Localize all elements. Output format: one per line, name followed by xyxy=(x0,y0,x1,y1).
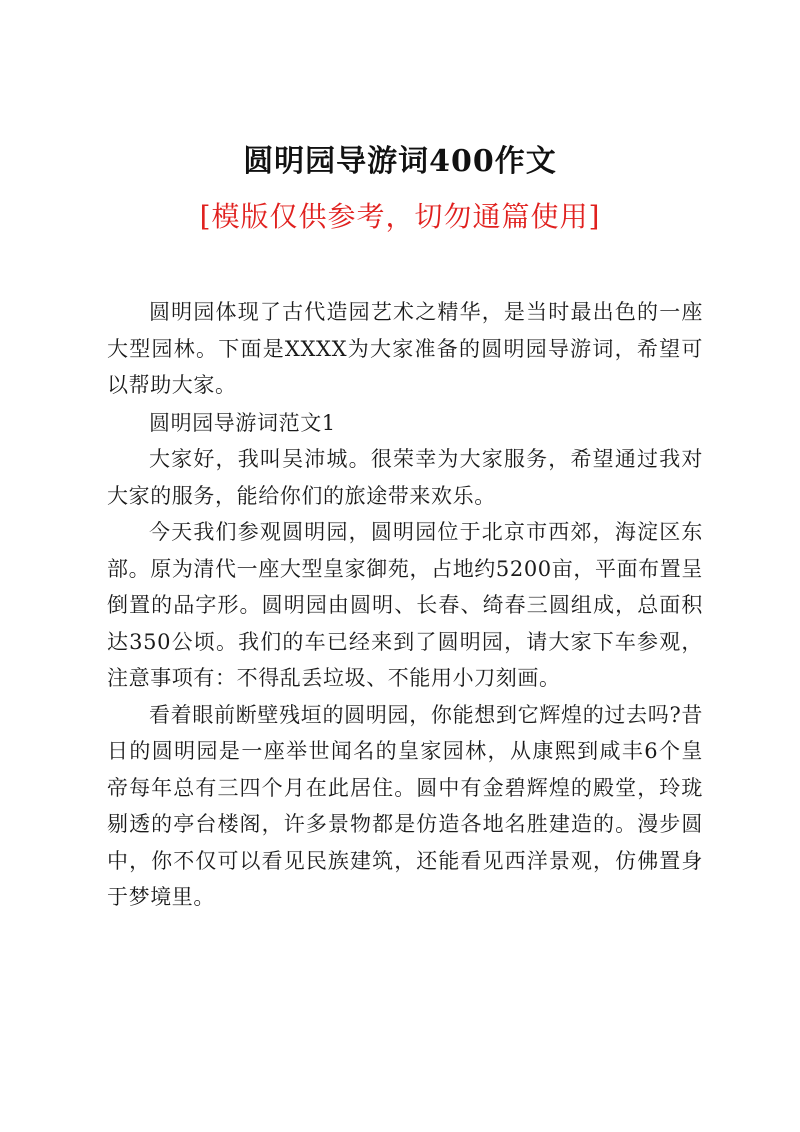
document-body xyxy=(107,294,703,916)
template-disclaimer: [模版仅供参考，切勿通篇使用] xyxy=(199,200,601,233)
history-paragraph: 看着眼前断壁残垣的圆明园，你能想到它辉煌的过去吗?昔日的圆明园是一座举世闻名的皇家园林，从康熙到咸丰6个皇帝每年总有三四个月在此居住。圆中有金碧辉煌的殿堂，玲珑剔透的亭台楼阁，许多景物都是仿造各地名胜建造的。漫步圆中，你不仅可以看见民族建筑，还能看见西洋景观，仿佛置身于梦境里。 xyxy=(107,702,703,909)
location-paragraph: 今天我们参观圆明园，圆明园位于北京市西郊，海淀区东部。原为清代一座大型皇家御苑，占地约5200亩，平面布置呈倒置的品字形。圆明园由圆明、长春、绮春三圆组成，总面积达350公顷。我们的车已经来到了圆明园，请大家下车参观，注意事项有：不得乱丢垃圾、不能用小刀刻画。 xyxy=(107,520,703,690)
intro-paragraph: 圆明园体现了古代造园艺术之精华，是当时最出色的一座大型园林。下面是XXXX为大家准备的圆明园导游词，希望可以帮助大家。 xyxy=(107,300,703,397)
greeting-paragraph: 大家好，我叫吴沛城。很荣幸为大家服务，希望通过我对大家的服务，能给你们的旅途带来欢乐。 xyxy=(107,447,703,508)
section-heading: 圆明园导游词范文1 xyxy=(149,410,336,435)
page-title: 圆明园导游词400作文 xyxy=(243,144,557,179)
